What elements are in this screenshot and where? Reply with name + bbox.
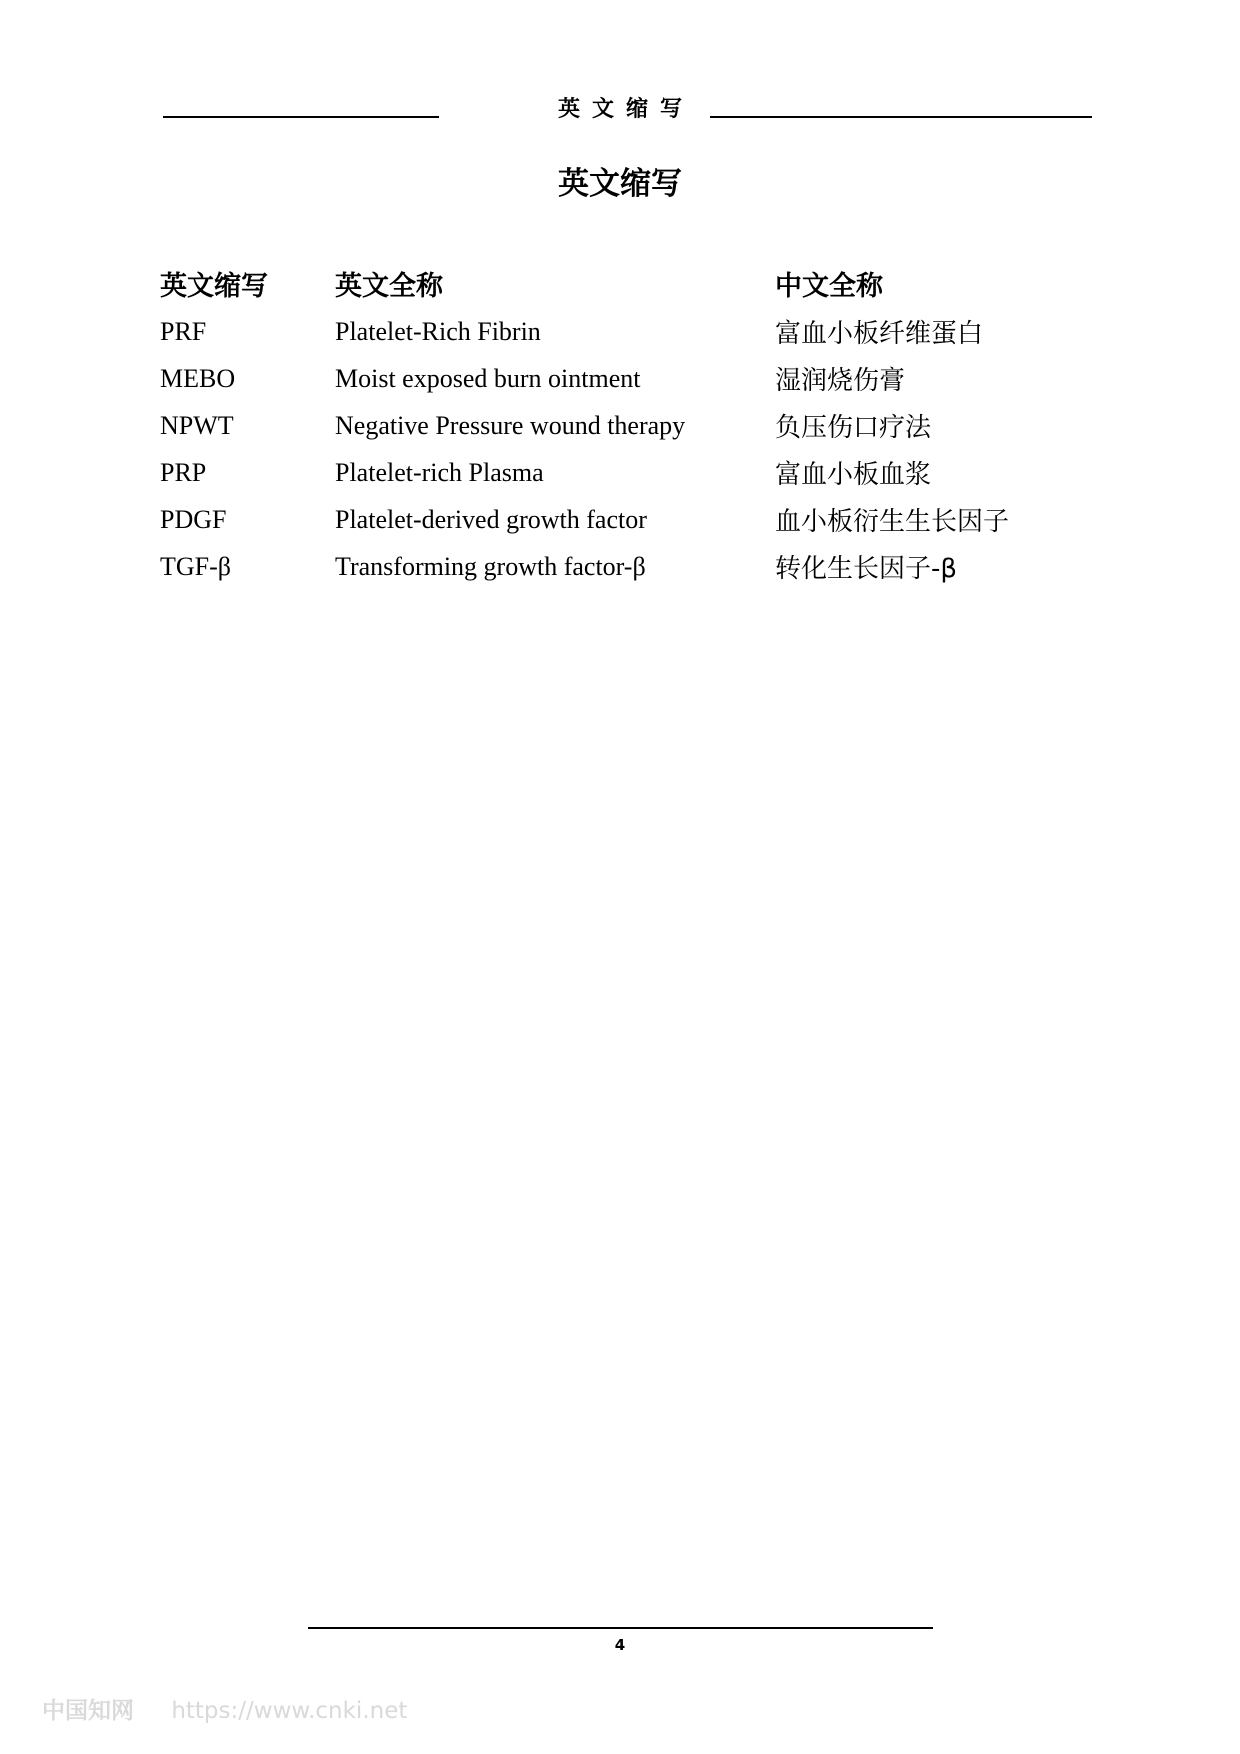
table-row <box>160 496 1115 543</box>
chinese-name-cell: 负压伤口疗法 <box>775 413 932 443</box>
table-row <box>160 449 1115 496</box>
english-name-cell: Platelet-Rich Fibrin <box>335 316 541 346</box>
english-name-cell: Moist exposed burn ointment <box>335 363 641 393</box>
watermark <box>42 1692 407 1725</box>
abbr-cell: PRP <box>160 457 207 487</box>
header-rule-right <box>710 116 1092 118</box>
table-header-row <box>160 258 1115 308</box>
english-name-cell: Negative Pressure wound therapy <box>335 410 686 440</box>
abbr-cell: PRF <box>160 316 207 346</box>
english-name-cell: Transforming growth factor-β <box>335 551 646 581</box>
chinese-name-cell: 湿润烧伤膏 <box>775 366 906 396</box>
chinese-name-cell: 富血小板纤维蛋白 <box>775 319 984 349</box>
table-row <box>160 402 1115 449</box>
abbreviation-table <box>160 258 1115 590</box>
table-row <box>160 543 1115 590</box>
abbr-cell: MEBO <box>160 363 236 393</box>
footer-rule <box>308 1627 933 1629</box>
abbr-cell: PDGF <box>160 504 227 534</box>
table-row <box>160 355 1115 402</box>
page-number: 4 <box>614 1636 626 1654</box>
column-header-chinese: 中文全称 <box>775 270 883 302</box>
running-header <box>0 88 1240 128</box>
table-row <box>160 308 1115 355</box>
watermark-brand: 中国知网 <box>42 1698 134 1724</box>
chinese-name-cell: 富血小板血浆 <box>775 460 932 490</box>
watermark-url: https://www.cnki.net <box>171 1698 408 1724</box>
abbr-cell: TGF-β <box>160 551 232 581</box>
running-header-title: 英文缩写 <box>557 97 694 122</box>
abbr-cell: NPWT <box>160 410 234 440</box>
english-name-cell: Platelet-rich Plasma <box>335 457 544 487</box>
column-header-english: 英文全称 <box>335 270 443 302</box>
chinese-name-cell: 转化生长因子-β <box>775 554 957 584</box>
column-header-abbr: 英文缩写 <box>160 270 268 302</box>
english-name-cell: Platelet-derived growth factor <box>335 504 647 534</box>
chinese-name-cell: 血小板衍生生长因子 <box>775 507 1010 537</box>
page-title: 英文缩写 <box>558 166 682 202</box>
